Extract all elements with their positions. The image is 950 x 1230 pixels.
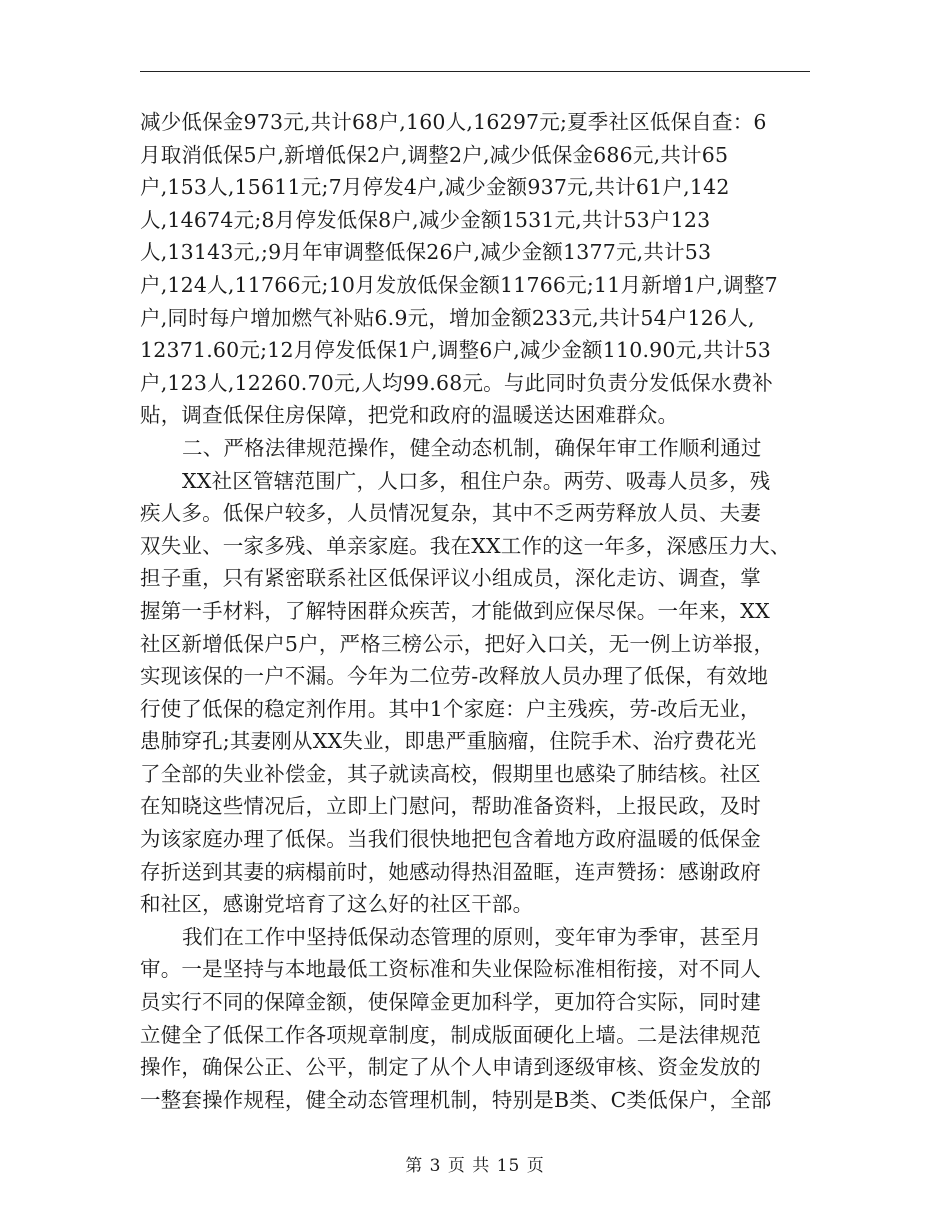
text-line: 和社区，感谢党培育了这么好的社区干部。 bbox=[140, 892, 534, 917]
section-heading: 二、严格法律规范操作，健全动态机制，确保年审工作顺利通过 bbox=[182, 435, 762, 460]
text-line: 月取消低保5户,新增低保2户,调整2户,减少低保金686元,共计65 bbox=[140, 142, 729, 167]
text-line: 在知晓这些情况后，立即上门慰问，帮助准备资料，上报民政，及时 bbox=[140, 794, 761, 819]
text-line: 户,153人,15611元;7月停发4户,减少金额937元,共计61户,142 bbox=[140, 175, 730, 200]
text-line: 握第一手材料，了解特困群众疾苦，才能做到应保尽保。一年来，XX bbox=[140, 598, 770, 623]
text-line: 患肺穿孔;其妻刚从XX失业，即患严重脑瘤，住院手术、治疗费花光 bbox=[140, 729, 757, 754]
text-line: XX社区管辖范围广，人口多，租住户杂。两劳、吸毒人员多，残 bbox=[182, 468, 771, 493]
text-line: 担子重，只有紧密联系社区低保评议小组成员，深化走访、调查，掌 bbox=[140, 566, 761, 591]
text-line: 人,13143元,;9月年审调整低保26户,减少金额1377元,共计53 bbox=[140, 240, 712, 265]
text-line: 减少低保金973元,共计68户,160人,16297元;夏季社区低保自查：6 bbox=[140, 110, 767, 134]
text-line: 双失业、一家多残、单亲家庭。我在XX工作的这一年多，深感压力大、 bbox=[140, 533, 791, 558]
text-line: 户,124人,11766元;10月发放低保金额11766元;11月新增1户,调整7 bbox=[140, 272, 778, 297]
header-rule bbox=[140, 71, 810, 72]
text-line: 户,123人,12260.70元,人均99.68元。与此同时负责分发低保水费补 bbox=[140, 370, 773, 395]
text-line: 我们在工作中坚持低保动态管理的原则，变年审为季审，甚至月 bbox=[182, 924, 762, 949]
text-line: 社区新增低保户5户，严格三榜公示，把好入口关，无一例上访举报， bbox=[140, 631, 775, 656]
text-line: 存折送到其妻的病榻前时，她感动得热泪盈眶，连声赞扬：感谢政府 bbox=[140, 859, 761, 884]
body-text bbox=[140, 106, 812, 1116]
text-line: 了全部的失业补偿金，其子就读高校，假期里也感染了肺结核。社区 bbox=[140, 761, 761, 786]
text-line: 户,同时每户增加燃气补贴6.9元，增加金额233元,共计54户126人, bbox=[140, 305, 755, 330]
text-line: 人,14674元;8月停发低保8户,减少金额1531元,共计53户123 bbox=[140, 207, 711, 232]
text-line: 一整套操作规程，健全动态管理机制，特别是B类、C类低保户，全部 bbox=[140, 1087, 772, 1112]
page-number-footer: 第 3 页 共 15 页 bbox=[405, 1156, 545, 1176]
text-line: 行使了低保的稳定剂作用。其中1个家庭：户主残疾，劳-改后无业， bbox=[140, 696, 761, 721]
text-line: 审。一是坚持与本地最低工资标准和失业保险标准相衔接，对不同人 bbox=[140, 957, 761, 982]
text-line: 操作，确保公正、公平，制定了从个人申请到逐级审核、资金发放的 bbox=[140, 1055, 761, 1080]
text-line: 实现该保的一户不漏。今年为二位劳-改释放人员办理了低保，有效地 bbox=[140, 664, 769, 689]
text-line: 为该家庭办理了低保。当我们很快地把包含着地方政府温暖的低保金 bbox=[140, 827, 761, 852]
text-line: 员实行不同的保障金额，使保障金更加科学，更加符合实际，同时建 bbox=[140, 990, 761, 1015]
text-line: 贴，调查低保住房保障，把党和政府的温暖送达困难群众。 bbox=[140, 403, 679, 428]
text-line: 疾人多。低保户较多，人员情况复杂，其中不乏两劳释放人员、夫妻 bbox=[140, 501, 761, 526]
text-line: 立健全了低保工作各项规章制度，制成版面硬化上墙。二是法律规范 bbox=[140, 1022, 761, 1047]
text-line: 12371.60元;12月停发低保1户,调整6户,减少金额110.90元,共计53 bbox=[140, 338, 771, 363]
